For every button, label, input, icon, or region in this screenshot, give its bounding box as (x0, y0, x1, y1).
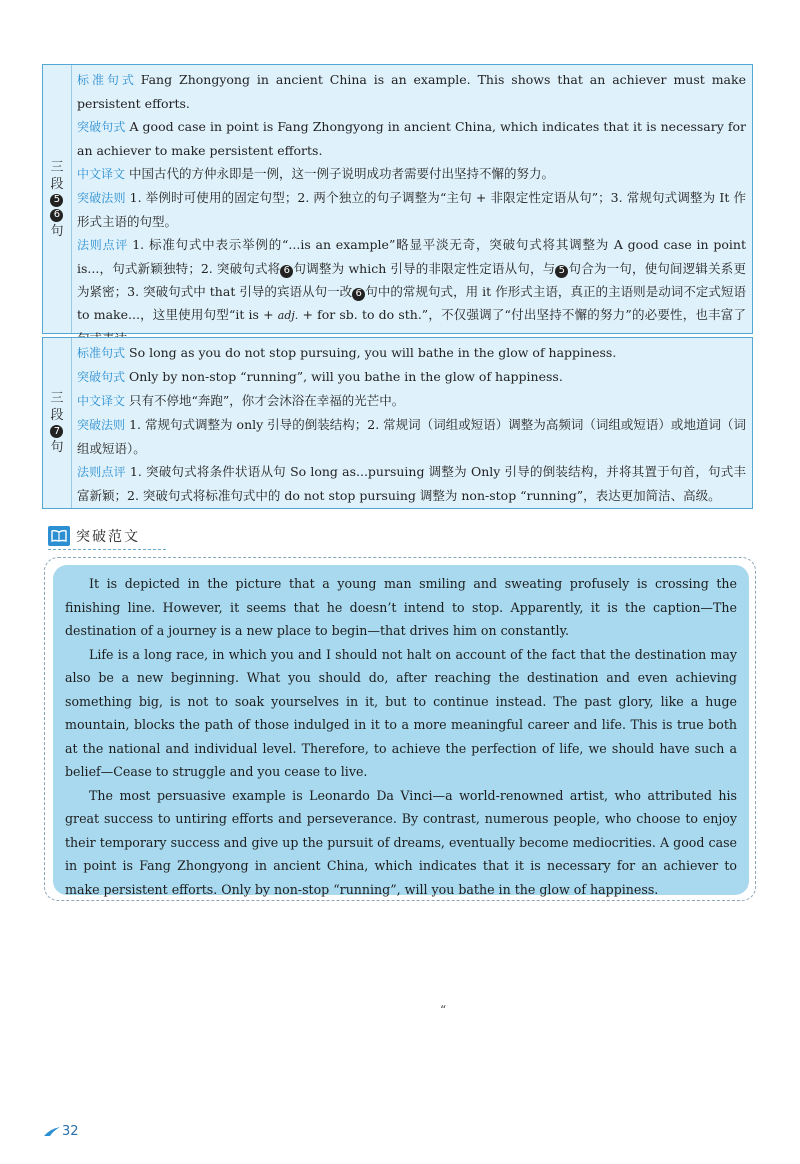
standard-sentence: 标准句式 So long as you do not stop pursuing, you will bathe in the glow of happiness. (77, 345, 617, 360)
heading-underline (48, 549, 166, 550)
essay-paragraph: It is depicted in the picture that a young man smiling and sweating profusely is crossing the finishing line. However, it seems that he doesn’t intend to stop. Apparently, it is the caption—The destination of a journey is a new place to begin—that drives him on constantly. (65, 576, 737, 638)
label: 突破法则 (77, 191, 126, 205)
section-heading (48, 525, 140, 547)
stray-mark: “ (440, 1003, 447, 1017)
label: 法则点评 (77, 465, 126, 479)
method-comment: 法则点评 1. 标准句式中表示举例的“...is an example”略显平淡无奇，突破句式将其调整为 A good case in point is...，句式新颖独特；2. 突破句式将 6 句调整为 which 引导的非限定性定语从句，与 5 句合为一句，使句间逻辑关系更为紧密；3. 突破句式中 that 引导的宾语从句一改 6 句中的常规句式，用 it 作形式主语，真正的主语则是动词不定式短语 to make...，这里使用句型“it is + adj. + for sb. to do sth.”，不仅强调了“付出坚持不懈的努力”的必要性，也丰富了 (77, 237, 746, 322)
chinese-translation: 中文译文 只有不停地“奔跑”，你才会沐浴在幸福的光芒中。 (77, 393, 405, 408)
circled-number: 6 (352, 288, 365, 301)
circled-number: 5 (555, 265, 568, 278)
side-char: 段 (50, 408, 64, 423)
label: 中文译文 (77, 394, 126, 408)
sentence-box-7 (42, 337, 753, 509)
label: 中文译文 (77, 167, 126, 181)
essay-paragraph: Life is a long race, in which you and I should not halt on account of the fact that the destination may also be a new beginning. What you should do, after reaching the destination and even achieving something big, is not to soak yourselves in it, but to continue instead. The past glory, like a huge mountain, blocks the path of those indulged in it to a more meaningful career and life. This is true both at the national and individual level. Therefore, to achieve the perfection of life, we should have such a belief—Cease to struggle and you cease to live. (65, 646, 737, 779)
standard-sentence: 标准句式 Fang Zhongyong in ancient China is an example. This shows that an achiever must make persistent efforts. (77, 72, 746, 111)
circled-number: 7 (50, 425, 63, 438)
essay-paragraph: The most persuasive example is Leonardo Da Vinci—a world-renowned artist, who attributed his great success to untiring efforts and perseverance. By contrast, numerous people, who choose to enjoy their temporary success and give up the pursuit of dreams, eventually become mediocrities. A good case in point is Fang Zhongyong in ancient China, which indicates that it is necessary for an achiever to make persistent efforts. Only by non-stop “running”, will you bathe in the glow of happiness. (65, 787, 737, 897)
label: 突破法则 (77, 418, 126, 432)
label: 突破句式 (77, 120, 126, 134)
model-essay (53, 565, 749, 895)
side-label (43, 338, 72, 508)
method-comment: 法则点评 1. 突破句式将条件状语从句 So long as...pursuing 调整为 Only 引导的倒装结构，并将其置于句首，句式丰富新颖；2. 突破句式将标准句式中的 do not stop pursuing 调整为 non-stop “running”，表达更加简洁、高级。 (77, 464, 746, 503)
circled-number: 6 (50, 209, 63, 222)
label: 突破句式 (77, 370, 126, 384)
side-char: 三 (50, 159, 64, 175)
breakthrough-sentence: 突破句式 Only by non-stop “running”, will you bathe in the glow of happiness. (77, 369, 563, 384)
page-decoration-icon (44, 1127, 60, 1137)
page-number: 32 (44, 1124, 79, 1139)
label: 标准句式 (77, 346, 126, 360)
circled-number: 6 (280, 265, 293, 278)
chinese-translation: 中文译文 中国古代的方仲永即是一例，这一例子说明成功者需要付出坚持不懈的努力。 (77, 166, 555, 181)
breakthrough-method: 突破法则 1. 常规句式调整为 only 引导的倒装结构；2. 常规词（词组或短语）调整为高频词（词组或短语）或地道词（词组或短语）。 (77, 417, 746, 456)
sentence-box-5-6 (42, 64, 753, 334)
breakthrough-method: 突破法则 1. 举例时可使用的固定句型；2. 两个独立的句子调整为“主句 + 非限定性定语从句”；3. 常规句式调整为 It 作形式主语的句型。 (77, 190, 746, 229)
book-icon (48, 526, 70, 546)
side-label (43, 65, 72, 333)
label: 标准句式 (77, 73, 137, 87)
side-char: 句 (50, 440, 64, 455)
side-char: 三 (50, 391, 64, 406)
side-char: 段 (50, 176, 64, 192)
label: 法则点评 (77, 238, 129, 252)
circled-number: 5 (50, 194, 63, 207)
side-char: 句 (50, 223, 64, 239)
breakthrough-sentence: 突破句式 A good case in point is Fang Zhongyong in ancient China, which indicates that it is necessary for an achiever to make persistent efforts. (77, 119, 746, 158)
heading-title: 突破范文 (76, 529, 140, 545)
